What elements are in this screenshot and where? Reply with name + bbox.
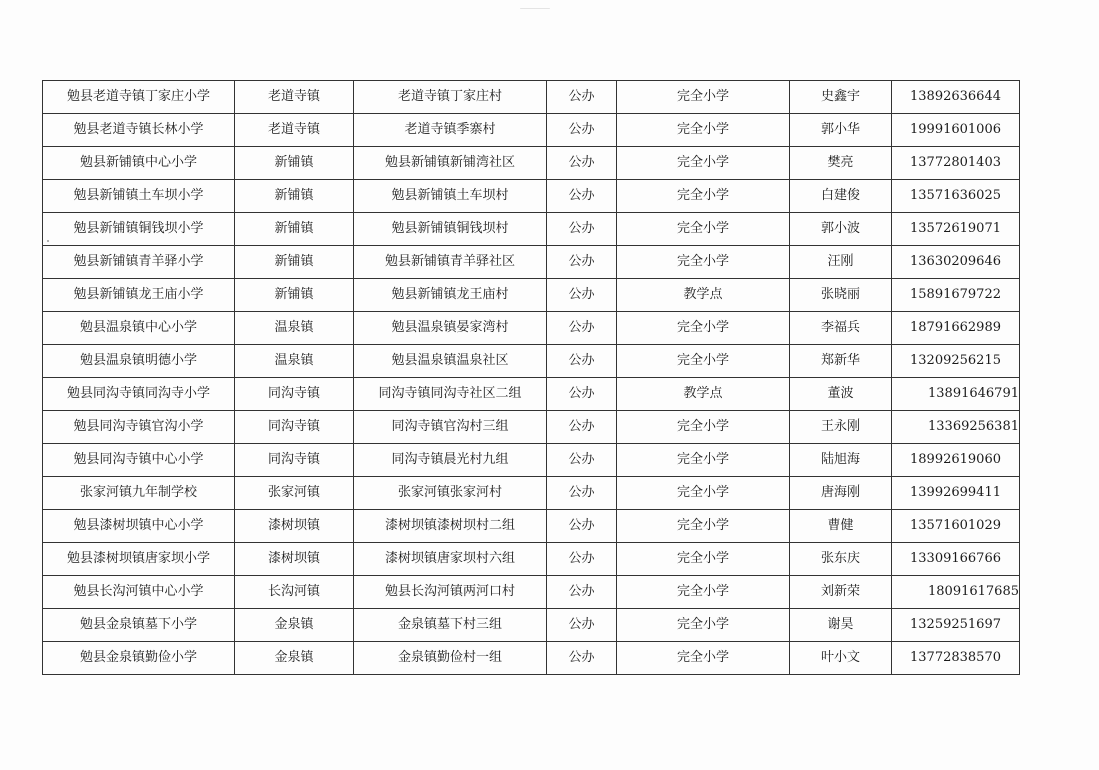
contact-person-cell: 汪刚 (790, 246, 892, 279)
town-cell: 新铺镇 (235, 279, 354, 312)
ownership-type-cell: 公办 (547, 114, 617, 147)
phone-number-cell: 13630209646 (892, 246, 1020, 279)
address-cell: 张家河镇张家河村 (354, 477, 547, 510)
table-row (43, 642, 1020, 675)
address-cell: 同沟寺镇官沟村三组 (354, 411, 547, 444)
school-category-cell: 完全小学 (617, 114, 790, 147)
contact-person-cell: 白建俊 (790, 180, 892, 213)
school-category-cell: 完全小学 (617, 345, 790, 378)
town-cell: 同沟寺镇 (235, 378, 354, 411)
phone-number-cell: 15891679722 (892, 279, 1020, 312)
phone-number-cell: 13891646791 (892, 378, 1020, 411)
ownership-type-cell: 公办 (547, 180, 617, 213)
school-name-cell: 勉县新铺镇龙王庙小学 (43, 279, 235, 312)
ownership-type-cell: 公办 (547, 411, 617, 444)
contact-person-cell: 陆旭海 (790, 444, 892, 477)
school-category-cell: 教学点 (617, 378, 790, 411)
table-body (43, 81, 1020, 675)
school-category-cell: 完全小学 (617, 510, 790, 543)
ownership-type-cell: 公办 (547, 345, 617, 378)
phone-number-cell: 13259251697 (892, 609, 1020, 642)
address-cell: 勉县新铺镇新铺湾社区 (354, 147, 547, 180)
ownership-type-cell: 公办 (547, 543, 617, 576)
contact-person-cell: 谢昊 (790, 609, 892, 642)
contact-person-cell: 张晓丽 (790, 279, 892, 312)
address-cell: 勉县新铺镇龙王庙村 (354, 279, 547, 312)
table-row (43, 246, 1020, 279)
school-name-cell: 勉县漆树坝镇唐家坝小学 (43, 543, 235, 576)
contact-person-cell: 郭小波 (790, 213, 892, 246)
school-name-cell: 勉县温泉镇中心小学 (43, 312, 235, 345)
phone-number-cell: 18992619060 (892, 444, 1020, 477)
school-category-cell: 完全小学 (617, 246, 790, 279)
school-category-cell: 完全小学 (617, 312, 790, 345)
town-cell: 同沟寺镇 (235, 444, 354, 477)
table-row (43, 147, 1020, 180)
phone-number-cell: 13571601029 (892, 510, 1020, 543)
town-cell: 同沟寺镇 (235, 411, 354, 444)
town-cell: 老道寺镇 (235, 81, 354, 114)
table-row (43, 444, 1020, 477)
scan-speck (520, 8, 550, 9)
contact-person-cell: 张东庆 (790, 543, 892, 576)
phone-number-cell: 18091617685 (892, 576, 1020, 609)
town-cell: 新铺镇 (235, 246, 354, 279)
ownership-type-cell: 公办 (547, 279, 617, 312)
scan-speck (47, 240, 49, 242)
phone-number-cell: 13992699411 (892, 477, 1020, 510)
table-row (43, 477, 1020, 510)
town-cell: 金泉镇 (235, 642, 354, 675)
school-category-cell: 完全小学 (617, 444, 790, 477)
school-name-cell: 勉县长沟河镇中心小学 (43, 576, 235, 609)
address-cell: 金泉镇墓下村三组 (354, 609, 547, 642)
town-cell: 新铺镇 (235, 213, 354, 246)
ownership-type-cell: 公办 (547, 444, 617, 477)
school-name-cell: 勉县温泉镇明德小学 (43, 345, 235, 378)
school-name-cell: 勉县新铺镇铜钱坝小学 (43, 213, 235, 246)
address-cell: 勉县新铺镇青羊驿社区 (354, 246, 547, 279)
school-name-cell: 勉县同沟寺镇同沟寺小学 (43, 378, 235, 411)
address-cell: 勉县长沟河镇两河口村 (354, 576, 547, 609)
school-category-cell: 完全小学 (617, 642, 790, 675)
contact-person-cell: 李福兵 (790, 312, 892, 345)
phone-number-cell: 19991601006 (892, 114, 1020, 147)
address-cell: 金泉镇勤俭村一组 (354, 642, 547, 675)
table-row (43, 114, 1020, 147)
phone-number-cell: 13772838570 (892, 642, 1020, 675)
phone-number-cell: 13309166766 (892, 543, 1020, 576)
phone-number-cell: 13892636644 (892, 81, 1020, 114)
phone-number-cell: 13772801403 (892, 147, 1020, 180)
contact-person-cell: 叶小文 (790, 642, 892, 675)
contact-person-cell: 郭小华 (790, 114, 892, 147)
town-cell: 新铺镇 (235, 180, 354, 213)
table-row (43, 213, 1020, 246)
school-name-cell: 勉县同沟寺镇官沟小学 (43, 411, 235, 444)
town-cell: 金泉镇 (235, 609, 354, 642)
school-category-cell: 完全小学 (617, 576, 790, 609)
address-cell: 漆树坝镇唐家坝村六组 (354, 543, 547, 576)
table-row (43, 180, 1020, 213)
contact-person-cell: 史鑫宇 (790, 81, 892, 114)
table-row (43, 345, 1020, 378)
school-name-cell: 勉县同沟寺镇中心小学 (43, 444, 235, 477)
table-row (43, 411, 1020, 444)
ownership-type-cell: 公办 (547, 609, 617, 642)
school-category-cell: 完全小学 (617, 180, 790, 213)
town-cell: 新铺镇 (235, 147, 354, 180)
ownership-type-cell: 公办 (547, 213, 617, 246)
phone-number-cell: 13572619071 (892, 213, 1020, 246)
school-category-cell: 完全小学 (617, 213, 790, 246)
address-cell: 勉县新铺镇土车坝村 (354, 180, 547, 213)
address-cell: 勉县温泉镇温泉社区 (354, 345, 547, 378)
school-name-cell: 勉县新铺镇土车坝小学 (43, 180, 235, 213)
contact-person-cell: 王永刚 (790, 411, 892, 444)
phone-number-cell: 13369256381 (892, 411, 1020, 444)
ownership-type-cell: 公办 (547, 312, 617, 345)
town-cell: 温泉镇 (235, 312, 354, 345)
school-name-cell: 勉县老道寺镇长林小学 (43, 114, 235, 147)
contact-person-cell: 郑新华 (790, 345, 892, 378)
ownership-type-cell: 公办 (547, 246, 617, 279)
contact-person-cell: 董波 (790, 378, 892, 411)
town-cell: 老道寺镇 (235, 114, 354, 147)
table-row (43, 378, 1020, 411)
table-row (43, 609, 1020, 642)
address-cell: 勉县温泉镇晏家湾村 (354, 312, 547, 345)
school-name-cell: 勉县老道寺镇丁家庄小学 (43, 81, 235, 114)
school-category-cell: 完全小学 (617, 477, 790, 510)
phone-number-cell: 18791662989 (892, 312, 1020, 345)
school-name-cell: 张家河镇九年制学校 (43, 477, 235, 510)
town-cell: 温泉镇 (235, 345, 354, 378)
table-row (43, 312, 1020, 345)
town-cell: 漆树坝镇 (235, 543, 354, 576)
town-cell: 张家河镇 (235, 477, 354, 510)
school-category-cell: 完全小学 (617, 147, 790, 180)
phone-number-cell: 13209256215 (892, 345, 1020, 378)
contact-person-cell: 刘新荣 (790, 576, 892, 609)
contact-person-cell: 唐海刚 (790, 477, 892, 510)
school-category-cell: 教学点 (617, 279, 790, 312)
address-cell: 同沟寺镇同沟寺社区二组 (354, 378, 547, 411)
table-row (43, 279, 1020, 312)
contact-person-cell: 曹健 (790, 510, 892, 543)
ownership-type-cell: 公办 (547, 147, 617, 180)
school-category-cell: 完全小学 (617, 411, 790, 444)
school-name-cell: 勉县新铺镇中心小学 (43, 147, 235, 180)
address-cell: 老道寺镇季寨村 (354, 114, 547, 147)
table-row (43, 81, 1020, 114)
ownership-type-cell: 公办 (547, 642, 617, 675)
town-cell: 长沟河镇 (235, 576, 354, 609)
address-cell: 同沟寺镇晨光村九组 (354, 444, 547, 477)
table-row (43, 510, 1020, 543)
school-category-cell: 完全小学 (617, 543, 790, 576)
school-name-cell: 勉县新铺镇青羊驿小学 (43, 246, 235, 279)
ownership-type-cell: 公办 (547, 81, 617, 114)
address-cell: 老道寺镇丁家庄村 (354, 81, 547, 114)
school-name-cell: 勉县金泉镇墓下小学 (43, 609, 235, 642)
ownership-type-cell: 公办 (547, 576, 617, 609)
town-cell: 漆树坝镇 (235, 510, 354, 543)
school-category-cell: 完全小学 (617, 609, 790, 642)
table-row (43, 543, 1020, 576)
school-category-cell: 完全小学 (617, 81, 790, 114)
school-contact-table (42, 80, 1020, 675)
address-cell: 勉县新铺镇铜钱坝村 (354, 213, 547, 246)
ownership-type-cell: 公办 (547, 477, 617, 510)
school-name-cell: 勉县漆树坝镇中心小学 (43, 510, 235, 543)
ownership-type-cell: 公办 (547, 378, 617, 411)
phone-number-cell: 13571636025 (892, 180, 1020, 213)
contact-person-cell: 樊亮 (790, 147, 892, 180)
ownership-type-cell: 公办 (547, 510, 617, 543)
school-name-cell: 勉县金泉镇勤俭小学 (43, 642, 235, 675)
table-row (43, 576, 1020, 609)
address-cell: 漆树坝镇漆树坝村二组 (354, 510, 547, 543)
